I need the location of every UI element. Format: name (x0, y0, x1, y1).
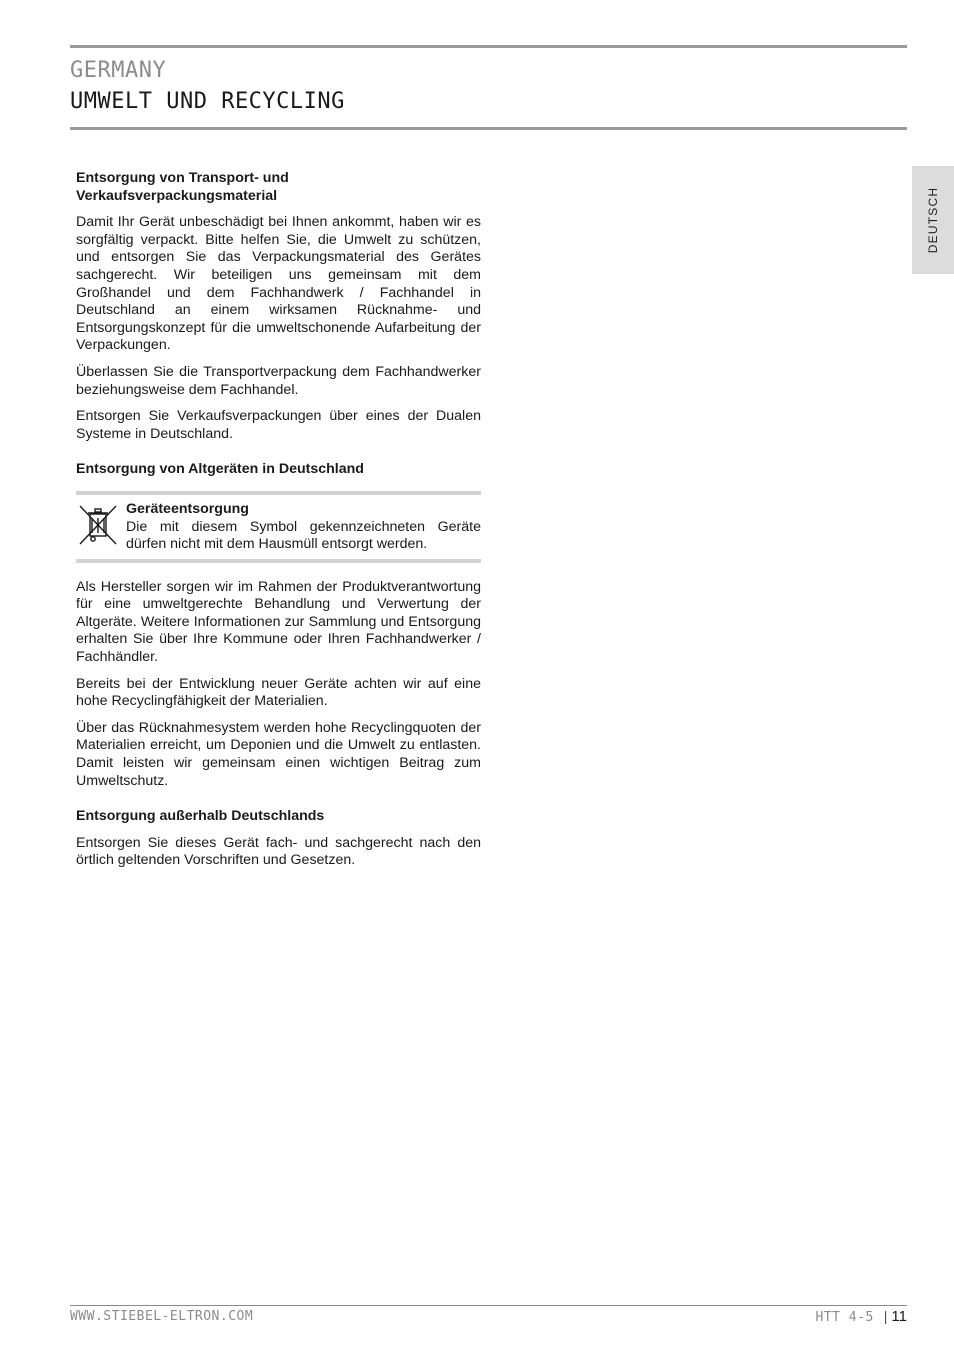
footer-separator: | (883, 1308, 888, 1324)
paragraph: Entsorgen Sie Verkaufsverpackungen über eines der Dualen Systeme in Deutschland. (76, 408, 481, 442)
note-body: Die mit diesem Symbol gekennzeichneten Geräte dürfen nicht mit dem Hausmüll entsorgt werden. (126, 518, 481, 553)
section-heading-abroad: Entsorgung außerhalb Deutschlands (76, 808, 325, 825)
paragraph: Damit Ihr Gerät unbeschädigt bei Ihnen ankommt, haben wir es sorgfältig verpackt. Bitte helfen Sie, die Umwelt zu schützen, und entsorgen Sie das Verpackungsmaterial des Gerätes sachgerecht. Wir beteiligen uns gemeinsam mit dem Großhandel und dem Fachhandwerk / Fachhandel in Deutschland an einem wirksamen Rücknahme- und Entsorgungskonzept für die umweltschonende Aufarbeitung der Verpackungen. (76, 214, 481, 354)
language-tab-label: DEUTSCH (926, 186, 940, 254)
paragraph: Überlassen Sie die Transportverpackung dem Fachhandwerker beziehungsweise dem Fachhandel. (76, 363, 481, 398)
crossed-out-wheelie-bin-icon (76, 503, 120, 547)
disposal-note (76, 491, 481, 563)
footer-page-info (815, 1308, 907, 1325)
footer-model: HTT 4-5 (815, 1310, 874, 1325)
paragraph: Bereits bei der Entwicklung neuer Geräte achten wir auf eine hohe Recyclingfähigkeit der Materialien. (76, 675, 481, 710)
paragraph: Über das Rücknahmesystem werden hohe Recyclingquoten der Materialien erreicht, um Deponien und die Umwelt zu entlasten. Damit leisten wir gemeinsam einen wichtigen Beitrag zum Umweltschutz. (76, 719, 481, 789)
paragraph: Entsorgen Sie dieses Gerät fach- und sachgerecht nach den örtlich geltenden Vorschriften und Gesetzen. (76, 834, 481, 869)
page-number: 11 (891, 1308, 907, 1325)
footer-url: WWW.STIEBEL-ELTRON.COM (70, 1309, 254, 1324)
note-title: Geräteentsorgung (126, 500, 249, 517)
page-title: UMWELT UND RECYCLING (70, 89, 345, 114)
language-tab (912, 166, 954, 274)
header-bottom-rule (70, 127, 907, 130)
paragraph: Als Hersteller sorgen wir im Rahmen der Produktverantwortung für eine umweltgerechte Behandlung und Verwertung der Altgeräte. Weitere Informationen zur Sammlung und Entsorgung erhalten Sie über Ihre Kommune oder Ihren Fachhandwerker / Fachhändler. (76, 578, 481, 666)
section-heading-old-devices: Entsorgung von Altgeräten in Deutschland (76, 461, 364, 478)
main-content (76, 170, 481, 879)
header-country: GERMANY (70, 58, 167, 83)
footer-rule (70, 1305, 907, 1306)
header-top-rule (70, 45, 907, 48)
section-heading-transport: Entsorgung von Transport- und Verkaufsverpackungsmaterial (76, 170, 289, 204)
